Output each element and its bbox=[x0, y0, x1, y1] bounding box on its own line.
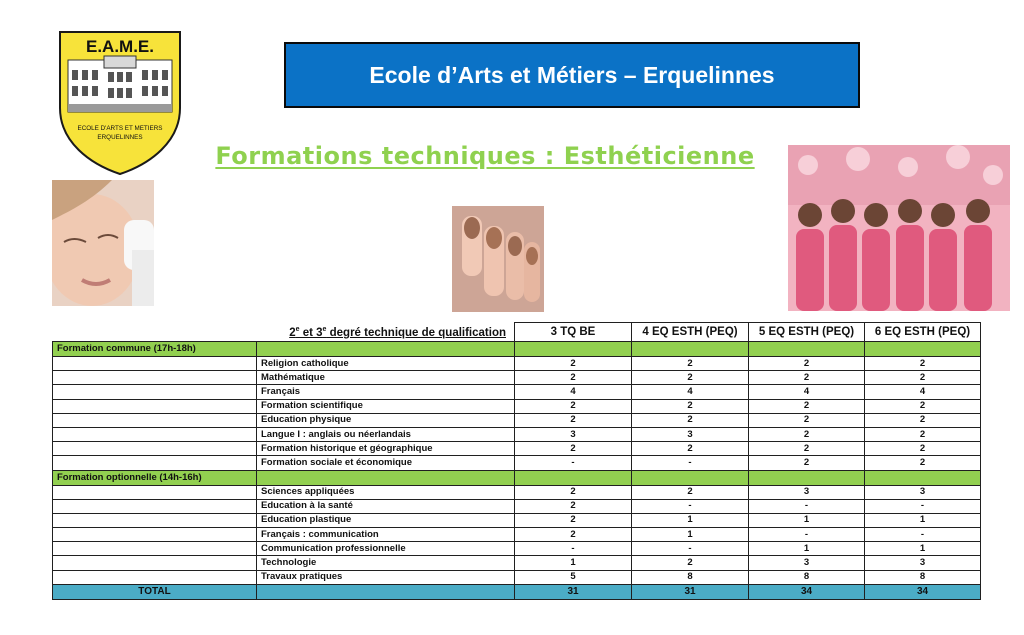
hours-cell: 5 bbox=[515, 570, 632, 584]
subject-cell: Travaux pratiques bbox=[257, 570, 515, 584]
hours-cell: 2 bbox=[865, 442, 981, 456]
row-blank-cell bbox=[53, 371, 257, 385]
row-blank-cell bbox=[53, 442, 257, 456]
subject-cell: Education à la santé bbox=[257, 499, 515, 513]
header-blank bbox=[53, 323, 257, 342]
hours-cell: 2 bbox=[515, 357, 632, 371]
hours-cell: 2 bbox=[749, 456, 865, 470]
section-blank-cell bbox=[257, 470, 515, 485]
hours-cell: 2 bbox=[632, 556, 749, 570]
course-schedule-table bbox=[52, 322, 981, 600]
hours-cell: 2 bbox=[749, 427, 865, 441]
table-row bbox=[53, 485, 981, 499]
subject-cell: Education physique bbox=[257, 413, 515, 427]
hours-cell: 1 bbox=[865, 542, 981, 556]
hours-cell: 2 bbox=[515, 442, 632, 456]
subject-cell: Education plastique bbox=[257, 513, 515, 527]
header-col-5eq: 5 EQ ESTH (PEQ) bbox=[749, 323, 865, 342]
section-row bbox=[53, 342, 981, 357]
table-header-row bbox=[53, 323, 981, 342]
page-subtitle: Formations techniques : Esthéticienne bbox=[215, 142, 755, 170]
total-value-cell: 34 bbox=[749, 584, 865, 599]
hours-cell: 1 bbox=[515, 556, 632, 570]
logo-line1: ECOLE D'ARTS ET METIERS bbox=[77, 125, 163, 132]
hours-cell: 2 bbox=[515, 413, 632, 427]
subject-cell: Formation sociale et économique bbox=[257, 456, 515, 470]
hours-cell: 4 bbox=[515, 385, 632, 399]
table-row bbox=[53, 399, 981, 413]
hours-cell: 2 bbox=[749, 442, 865, 456]
row-blank-cell bbox=[53, 357, 257, 371]
hours-cell: 4 bbox=[865, 385, 981, 399]
row-blank-cell bbox=[53, 413, 257, 427]
row-blank-cell bbox=[53, 570, 257, 584]
facial-care-photo bbox=[52, 180, 154, 306]
hours-cell: - bbox=[749, 528, 865, 542]
section-blank-cell bbox=[749, 342, 865, 357]
hours-cell: - bbox=[865, 528, 981, 542]
hours-cell: 2 bbox=[632, 413, 749, 427]
subject-cell: Formation historique et géographique bbox=[257, 442, 515, 456]
section-title: Formation optionnelle (14h-16h) bbox=[53, 470, 257, 485]
table-row bbox=[53, 542, 981, 556]
hours-cell: 1 bbox=[632, 528, 749, 542]
hours-cell: - bbox=[749, 499, 865, 513]
row-blank-cell bbox=[53, 528, 257, 542]
table-row bbox=[53, 385, 981, 399]
section-blank-cell bbox=[749, 470, 865, 485]
hours-cell: - bbox=[632, 499, 749, 513]
table-row bbox=[53, 528, 981, 542]
hours-cell: 2 bbox=[749, 413, 865, 427]
row-blank-cell bbox=[53, 485, 257, 499]
hours-cell: 4 bbox=[632, 385, 749, 399]
subject-cell: Mathématique bbox=[257, 371, 515, 385]
hours-cell: 4 bbox=[749, 385, 865, 399]
hours-cell: 2 bbox=[515, 528, 632, 542]
table-row bbox=[53, 427, 981, 441]
table-row bbox=[53, 513, 981, 527]
subject-cell: Formation scientifique bbox=[257, 399, 515, 413]
total-value-cell: 31 bbox=[515, 584, 632, 599]
subject-cell: Français : communication bbox=[257, 528, 515, 542]
hours-cell: 2 bbox=[749, 399, 865, 413]
hours-cell: 1 bbox=[865, 513, 981, 527]
hours-cell: 1 bbox=[749, 513, 865, 527]
hours-cell: 2 bbox=[632, 399, 749, 413]
hours-cell: 2 bbox=[632, 357, 749, 371]
hours-cell: 2 bbox=[865, 399, 981, 413]
table-row bbox=[53, 499, 981, 513]
hours-cell: 2 bbox=[515, 485, 632, 499]
total-label: TOTAL bbox=[53, 584, 257, 599]
hours-cell: 2 bbox=[515, 399, 632, 413]
row-blank-cell bbox=[53, 499, 257, 513]
hours-cell: - bbox=[515, 456, 632, 470]
section-row bbox=[53, 470, 981, 485]
hours-cell: 2 bbox=[865, 371, 981, 385]
hours-cell: 2 bbox=[865, 357, 981, 371]
banner-title: Ecole d’Arts et Métiers – Erquelinnes bbox=[369, 61, 775, 88]
hours-cell: 8 bbox=[749, 570, 865, 584]
total-value-cell: 34 bbox=[865, 584, 981, 599]
hours-cell: 2 bbox=[865, 413, 981, 427]
table-row bbox=[53, 456, 981, 470]
hours-cell: 2 bbox=[632, 442, 749, 456]
hours-cell: 3 bbox=[865, 485, 981, 499]
group-of-students-photo bbox=[788, 145, 1010, 311]
subject-cell: Technologie bbox=[257, 556, 515, 570]
total-row bbox=[53, 584, 981, 599]
manicure-photo bbox=[452, 206, 544, 312]
section-blank-cell bbox=[515, 470, 632, 485]
hours-cell: 3 bbox=[865, 556, 981, 570]
row-blank-cell bbox=[53, 456, 257, 470]
table-row bbox=[53, 357, 981, 371]
hours-cell: - bbox=[515, 542, 632, 556]
row-blank-cell bbox=[53, 513, 257, 527]
row-blank-cell bbox=[53, 556, 257, 570]
hours-cell: - bbox=[632, 456, 749, 470]
section-blank-cell bbox=[515, 342, 632, 357]
hours-cell: 2 bbox=[749, 371, 865, 385]
hours-cell: 2 bbox=[515, 499, 632, 513]
subject-cell: Langue I : anglais ou néerlandais bbox=[257, 427, 515, 441]
table-row bbox=[53, 413, 981, 427]
subject-cell: Sciences appliquées bbox=[257, 485, 515, 499]
hours-cell: 8 bbox=[632, 570, 749, 584]
section-blank-cell bbox=[865, 342, 981, 357]
row-blank-cell bbox=[53, 399, 257, 413]
row-blank-cell bbox=[53, 427, 257, 441]
section-blank-cell bbox=[632, 342, 749, 357]
row-blank-cell bbox=[53, 385, 257, 399]
hours-cell: 3 bbox=[749, 556, 865, 570]
hours-cell: - bbox=[865, 499, 981, 513]
section-blank-cell bbox=[865, 470, 981, 485]
table-row bbox=[53, 556, 981, 570]
subject-cell: Religion catholique bbox=[257, 357, 515, 371]
total-blank-cell bbox=[257, 584, 515, 599]
hours-cell: 1 bbox=[749, 542, 865, 556]
row-blank-cell bbox=[53, 542, 257, 556]
hours-cell: 3 bbox=[632, 427, 749, 441]
header-col-6eq: 6 EQ ESTH (PEQ) bbox=[865, 323, 981, 342]
header-degree-label: 2e et 3e degré technique de qualification bbox=[289, 326, 506, 340]
hours-cell: - bbox=[632, 542, 749, 556]
table-row bbox=[53, 442, 981, 456]
logo-acronym: E.A.M.E. bbox=[85, 37, 155, 56]
section-blank-cell bbox=[257, 342, 515, 357]
hours-cell: 2 bbox=[749, 357, 865, 371]
hours-cell: 3 bbox=[749, 485, 865, 499]
header-col-3tqbe: 3 TQ BE bbox=[515, 323, 632, 342]
table-row bbox=[53, 570, 981, 584]
section-blank-cell bbox=[632, 470, 749, 485]
subject-cell: Communication professionnelle bbox=[257, 542, 515, 556]
section-title: Formation commune (17h-18h) bbox=[53, 342, 257, 357]
school-logo bbox=[58, 30, 182, 176]
logo-line2: ERQUELINNES bbox=[97, 134, 143, 141]
hours-cell: 2 bbox=[515, 371, 632, 385]
total-value-cell: 31 bbox=[632, 584, 749, 599]
table-row bbox=[53, 371, 981, 385]
header-col-4eq: 4 EQ ESTH (PEQ) bbox=[632, 323, 749, 342]
hours-cell: 1 bbox=[632, 513, 749, 527]
hours-cell: 2 bbox=[515, 513, 632, 527]
title-banner bbox=[284, 42, 860, 108]
subject-cell: Français bbox=[257, 385, 515, 399]
hours-cell: 2 bbox=[632, 371, 749, 385]
hours-cell: 8 bbox=[865, 570, 981, 584]
hours-cell: 3 bbox=[515, 427, 632, 441]
hours-cell: 2 bbox=[632, 485, 749, 499]
hours-cell: 2 bbox=[865, 427, 981, 441]
hours-cell: 2 bbox=[865, 456, 981, 470]
